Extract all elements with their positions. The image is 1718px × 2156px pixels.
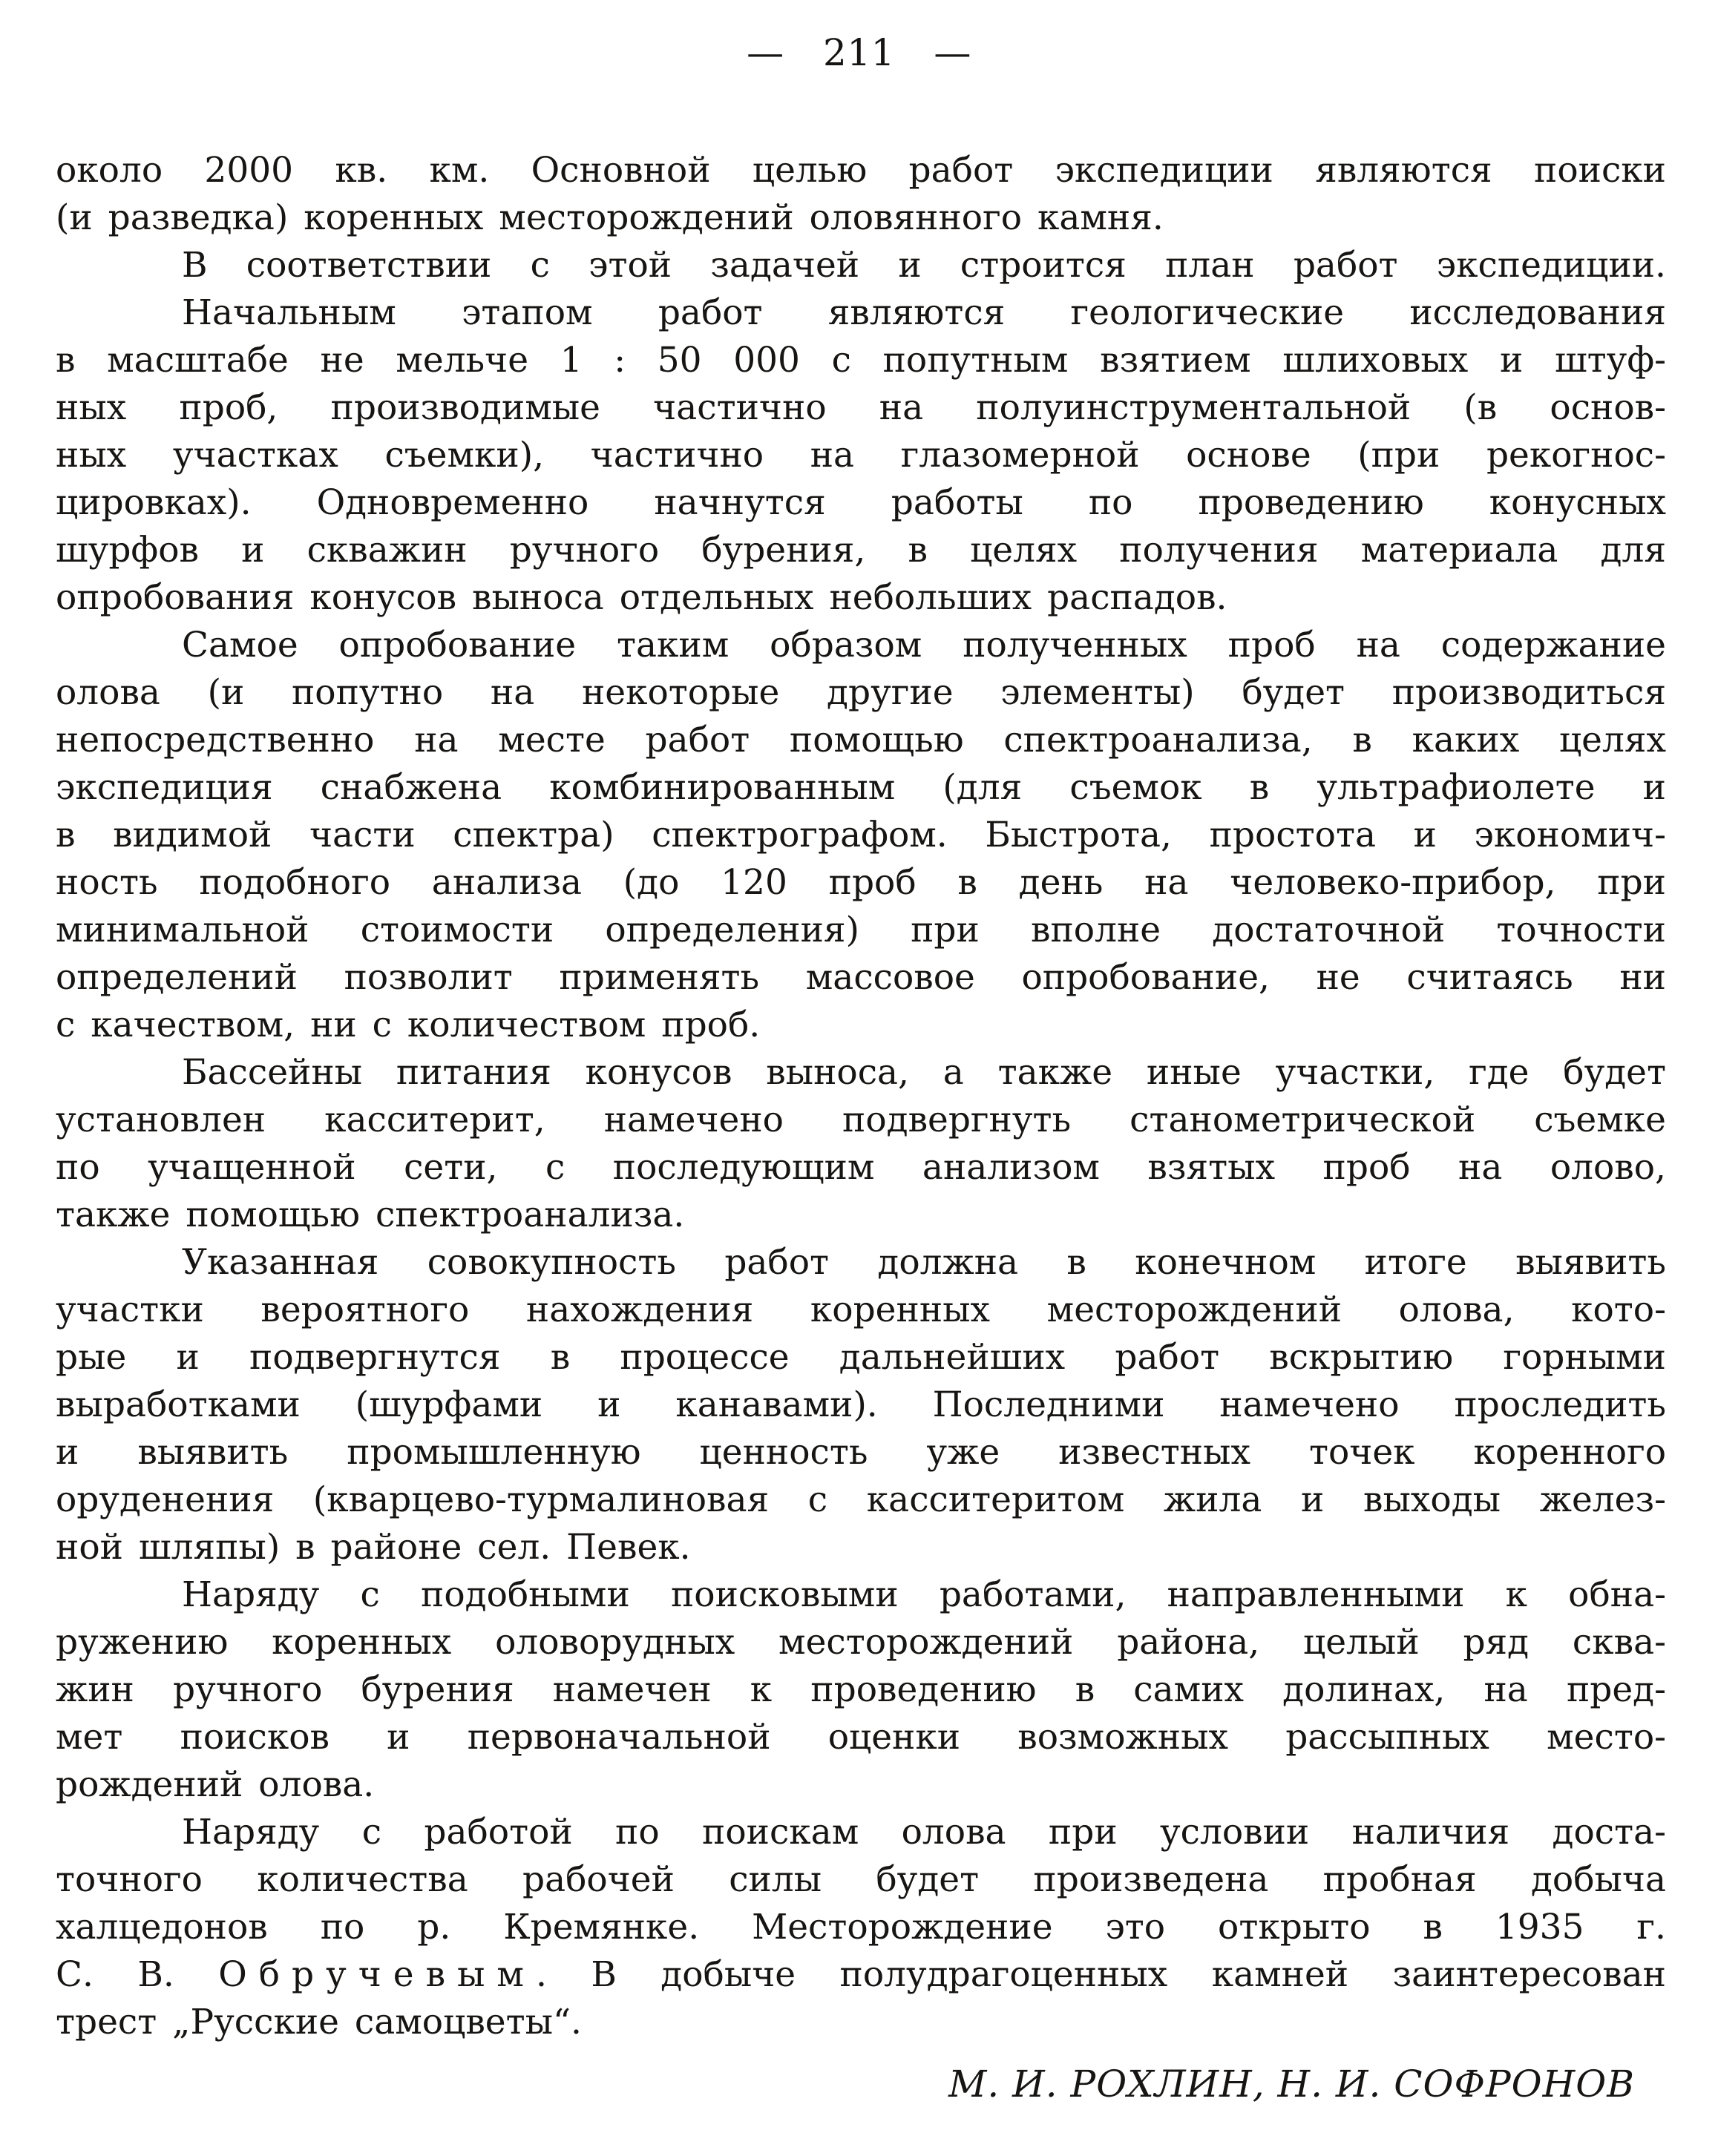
paragraph — [56, 242, 1666, 289]
text-line: участки вероятного нахождения коренных месторождений олова, кото- — [56, 1289, 1666, 1330]
text-line: Наряду с подобными поисковыми работами, направленными к обна- — [182, 1574, 1666, 1615]
text-line: в видимой части спектра) спектрографом. Быстрота, простота и экономич- — [56, 815, 1666, 855]
text-line: ных участках съемки), частично на глазомерной основе (при рекогнос- — [56, 435, 1666, 476]
text-line: мет поисков и первоначальной оценки возможных рассыпных место- — [56, 1717, 1666, 1758]
text-line: шурфов и скважин ручного бурения, в целях получения материала для — [56, 530, 1666, 571]
text-line: непосредственно на месте работ помощью спектроанализа, в каких целях — [56, 720, 1666, 760]
document-body — [56, 147, 1666, 2046]
paragraph — [56, 622, 1666, 1049]
text-line: установлен касситерит, намечено подвергнуть станометрической съемке — [56, 1100, 1666, 1140]
text-line: Бассейны питания конусов выноса, а также иные участки, где будет — [182, 1052, 1666, 1093]
text-line: халцедонов по р. Кремянке. Месторождение это открыто в 1935 г. — [56, 1907, 1666, 1948]
text-line: точного количества рабочей силы будет произведена пробная добыча — [56, 1859, 1666, 1900]
text-line: выработками (шурфами и канавами). Последними намечено проследить — [56, 1384, 1666, 1425]
text-line: рые и подвергнутся в процессе дальнейших работ вскрытию горными — [56, 1337, 1666, 1378]
text-line: опробования конусов выноса отдельных небольших распадов. — [56, 577, 1227, 618]
text-line: определений позволит применять массовое опробование, не считаясь ни — [56, 957, 1666, 998]
text-line: и выявить промышленную ценность уже известных точек коренного — [56, 1432, 1666, 1473]
text-line: Самое опробование таким образом полученных проб на содержание — [182, 625, 1666, 665]
paragraph — [56, 147, 1666, 242]
text-line: ность подобного анализа (до 120 проб в день на человеко-прибор, при — [56, 862, 1666, 903]
paragraph — [56, 1049, 1666, 1239]
text-line: цировках). Одновременно начнутся работы по проведению конусных — [56, 482, 1666, 523]
text-line: с качеством, ни с количеством проб. — [56, 1005, 761, 1045]
paragraph — [56, 1571, 1666, 1809]
text-line: (и разведка) коренных месторождений оловянного камня. — [56, 197, 1164, 238]
text-line: трест „Русские самоцветы“. — [56, 2002, 582, 2042]
text-line: по учащенной сети, с последующим анализом взятых проб на олово, — [56, 1147, 1666, 1188]
text-line: В соответствии с этой задачей и строится план работ экспедиции. — [182, 245, 1666, 286]
page-number: — 211 — — [747, 31, 971, 74]
paragraph — [56, 1239, 1666, 1571]
text-line: минимальной стоимости определения) при вполне достаточной точности — [56, 910, 1666, 950]
text-line: экспедиция снабжена комбинированным (для съемок в ультрафиолете и — [56, 767, 1666, 808]
letterspaced-name: Обручевым — [218, 1954, 536, 1995]
text-line: Указанная совокупность работ должна в конечном итоге выявить — [182, 1242, 1666, 1283]
text-line: также помощью спектроанализа. — [56, 1194, 685, 1235]
text-line: жин ручного бурения намечен к проведению в самих долинах, на пред- — [56, 1669, 1666, 1710]
paragraph — [56, 289, 1666, 622]
text-line: ружению коренных оловорудных месторождений района, целый ряд сква- — [56, 1622, 1666, 1663]
text-line: около 2000 кв. км. Основной целью работ экспедиции являются поиски — [56, 150, 1666, 191]
text-line: рождений олова. — [56, 1764, 375, 1805]
text-segment: С. В. — [56, 1954, 219, 1995]
text-segment: . В добыче полудрагоценных камней заинтересован — [535, 1954, 1666, 1995]
text-line: оруденения (кварцево-турмалиновая с касситеритом жила и выходы желез- — [56, 1479, 1666, 1520]
text-line: в масштабе не мельче 1 : 50 000 с попутным взятием шлиховых и штуф- — [56, 340, 1666, 381]
paragraph — [56, 1809, 1666, 2046]
text-line: Начальным этапом работ являются геологические исследования — [182, 292, 1666, 333]
text-line: ных проб, производимые частично на полуинструментальной (в основ- — [56, 387, 1666, 428]
text-line — [56, 1951, 1666, 1999]
text-line: олова (и попутно на некоторые другие элементы) будет производиться — [56, 672, 1666, 713]
text-line: ной шляпы) в районе сел. Певек. — [56, 1527, 691, 1568]
authors-signature: М. И. РОХЛИН, Н. И. СОФРОНОВ — [948, 2063, 1635, 2106]
text-line: Наряду с работой по поискам олова при условии наличия доста- — [182, 1812, 1666, 1853]
